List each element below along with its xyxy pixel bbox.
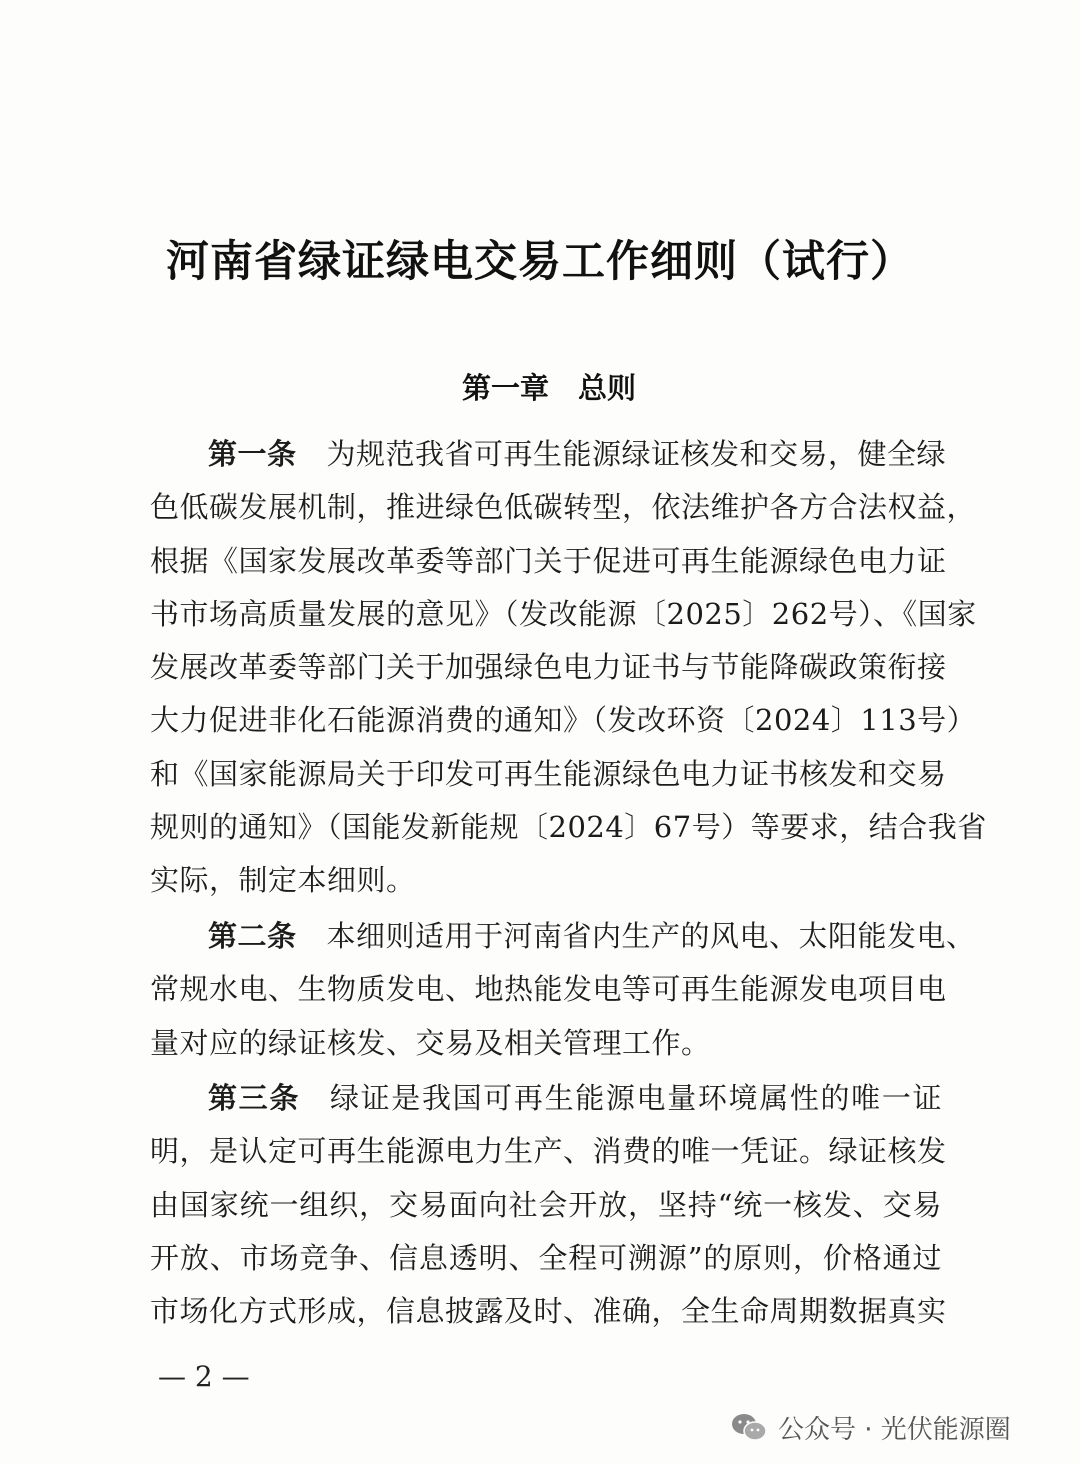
article-line: 常规水电、生物质发电、地热能发电等可再生能源发电项目电 xyxy=(150,972,947,1007)
article-line: 实际，制定本细则。 xyxy=(150,863,416,898)
article-line: 书市场高质量发展的意见》（发改能源〔2025〕262号）、《国家 xyxy=(150,596,977,631)
document-title: 河南省绿证绿电交易工作细则（试行） xyxy=(166,237,914,287)
article-line: 市场化方式形成，信息披露及时、准确，全生命周期数据真实 xyxy=(150,1294,947,1329)
article-line: 规则的通知》（国能发新能规〔2024〕67号）等要求，结合我省 xyxy=(150,810,987,845)
article-line: 根据《国家发展改革委等部门关于促进可再生能源绿色电力证 xyxy=(150,543,947,578)
article-line: 明，是认定可再生能源电力生产、消费的唯一凭证。绿证核发 xyxy=(150,1134,947,1169)
article-line: 大力促进非化石能源消费的通知》（发改环资〔2024〕113号） xyxy=(150,703,977,738)
article-label: 第一条 xyxy=(208,437,297,471)
article-line: 第一条 为规范我省可再生能源绿证核发和交易，健全绿 xyxy=(208,437,947,471)
wechat-icon xyxy=(730,1412,768,1442)
watermark-text: 公众号 · 光伏能源圈 xyxy=(778,1414,1011,1445)
article-line: 发展改革委等部门关于加强绿色电力证书与节能降碳政策衔接 xyxy=(150,650,947,685)
article-line: 第二条 本细则适用于河南省内生产的风电、太阳能发电、 xyxy=(208,919,976,953)
article-label: 第三条 xyxy=(208,1081,300,1115)
article-label: 第二条 xyxy=(208,919,297,953)
article-line: 色低碳发展机制，推进绿色低碳转型，依法维护各方合法权益， xyxy=(150,490,977,525)
article-1 xyxy=(150,428,987,908)
article-line: 和《国家能源局关于印发可再生能源绿色电力证书核发和交易 xyxy=(150,756,947,791)
article-line: 第三条 绿证是我国可再生能源电量环境属性的唯一证 xyxy=(208,1081,942,1115)
watermark xyxy=(730,1407,1011,1447)
page-number: — 2 — xyxy=(158,1360,250,1393)
article-line: 量对应的绿证核发、交易及相关管理工作。 xyxy=(150,1025,711,1060)
article-line: 开放、市场竞争、信息透明、全程可溯源”的原则，价格通过 xyxy=(150,1240,942,1275)
article-3 xyxy=(150,1072,947,1338)
article-line: 由国家统一组织，交易面向社会开放，坚持“统一核发、交易 xyxy=(150,1187,942,1222)
article-2 xyxy=(150,910,976,1070)
chapter-heading: 第一章 总则 xyxy=(461,371,636,405)
